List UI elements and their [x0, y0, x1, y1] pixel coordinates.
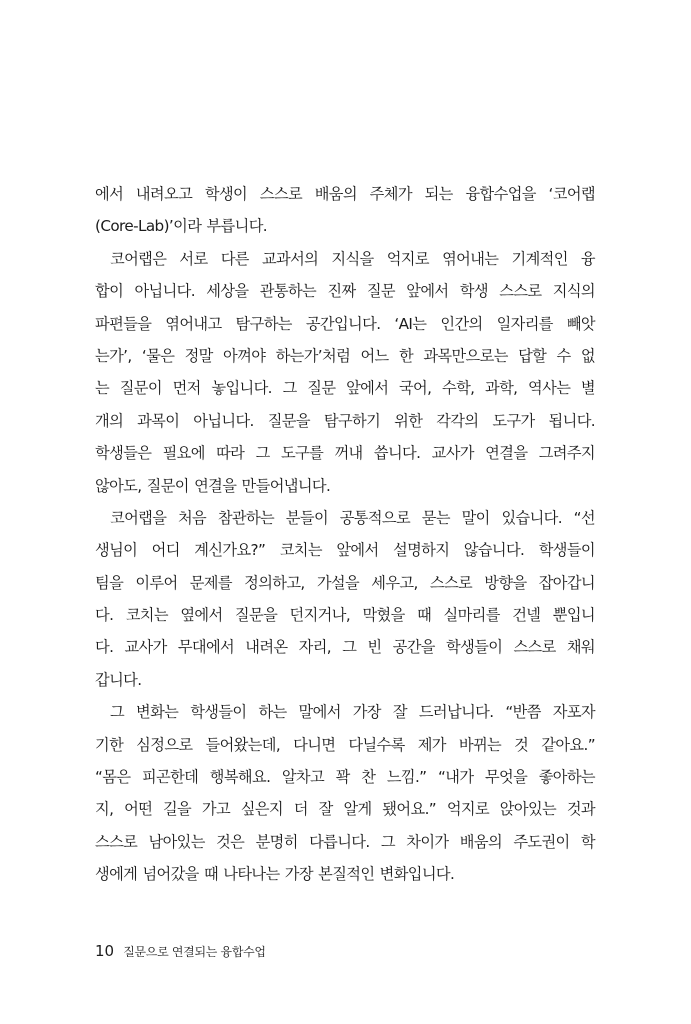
text-line: 에서 내려오고 학생이 스스로 배움의 주체가 되는 융합수업을 ‘코어랩 — [95, 185, 595, 203]
page-footer — [95, 941, 266, 961]
text-line: 다. 코치는 옆에서 질문을 던지거나, 막혔을 때 실마리를 건넬 뿐입니 — [95, 606, 595, 625]
body-text — [95, 178, 595, 891]
running-title: 질문으로 연결되는 융합수업 — [123, 945, 266, 959]
text-line: 합이 아닙니다. 세상을 관통하는 진짜 질문 앞에서 학생 스스로 지식의 — [95, 282, 595, 301]
text-line: 생에게 넘어갔을 때 나타나는 가장 본질적인 변화입니다. — [95, 865, 455, 884]
page-number: 10 — [95, 942, 115, 960]
text-line: 그 변화는 학생들이 하는 말에서 가장 잘 드러납니다. “반쯤 자포자 — [110, 703, 595, 722]
text-line: 는가’, ‘물은 정말 아껴야 하는가’처럼 어느 한 과목만으로는 답할 수 없 — [95, 346, 595, 365]
text-line: “몸은 피곤한데 행복해요. 알차고 꽉 찬 느낌.” “내가 무엇을 좋아하는 — [95, 768, 595, 787]
text-line: 기한 심정으로 들어왔는데, 다니면 다닐수록 제가 바뀌는 것 같아요.” — [95, 735, 595, 754]
text-line: 갑니다. — [95, 670, 142, 689]
text-line: 지, 어떤 길을 가고 싶은지 더 잘 알게 됐어요.” 억지로 앉아있는 것과 — [95, 800, 595, 819]
text-line: 코어랩은 서로 다른 교과서의 지식을 억지로 엮어내는 기계적인 융 — [110, 249, 595, 268]
text-line: 생님이 어디 계신가요?” 코치는 앞에서 설명하지 않습니다. 학생들이 — [95, 541, 595, 560]
text-line: 다. 교사가 무대에서 내려온 자리, 그 빈 공간을 학생들이 스스로 채워 — [95, 638, 595, 657]
text-line: 코어랩을 처음 참관하는 분들이 공통적으로 묻는 말이 있습니다. “선 — [110, 508, 595, 527]
text-line: (Core-Lab)’이라 부릅니다. — [95, 217, 267, 236]
text-line: 스스로 남아있는 것은 분명히 다릅니다. 그 차이가 배움의 주도권이 학 — [95, 832, 595, 851]
text-line: 팀을 이루어 문제를 정의하고, 가설을 세우고, 스스로 방향을 잡아갑니 — [95, 573, 595, 592]
text-line: 학생들은 필요에 따라 그 도구를 꺼내 씁니다. 교사가 연결을 그려주지 — [95, 444, 595, 463]
text-line: 파편들을 엮어내고 탐구하는 공간입니다. ‘AI는 인간의 일자리를 빼앗 — [95, 314, 595, 333]
text-line: 개의 과목이 아닙니다. 질문을 탐구하기 위한 각각의 도구가 됩니다. — [95, 411, 595, 430]
text-line: 는 질문이 먼저 놓입니다. 그 질문 앞에서 국어, 수학, 과학, 역사는 별 — [95, 379, 595, 398]
text-line: 않아도, 질문이 연결을 만들어냅니다. — [95, 476, 331, 495]
